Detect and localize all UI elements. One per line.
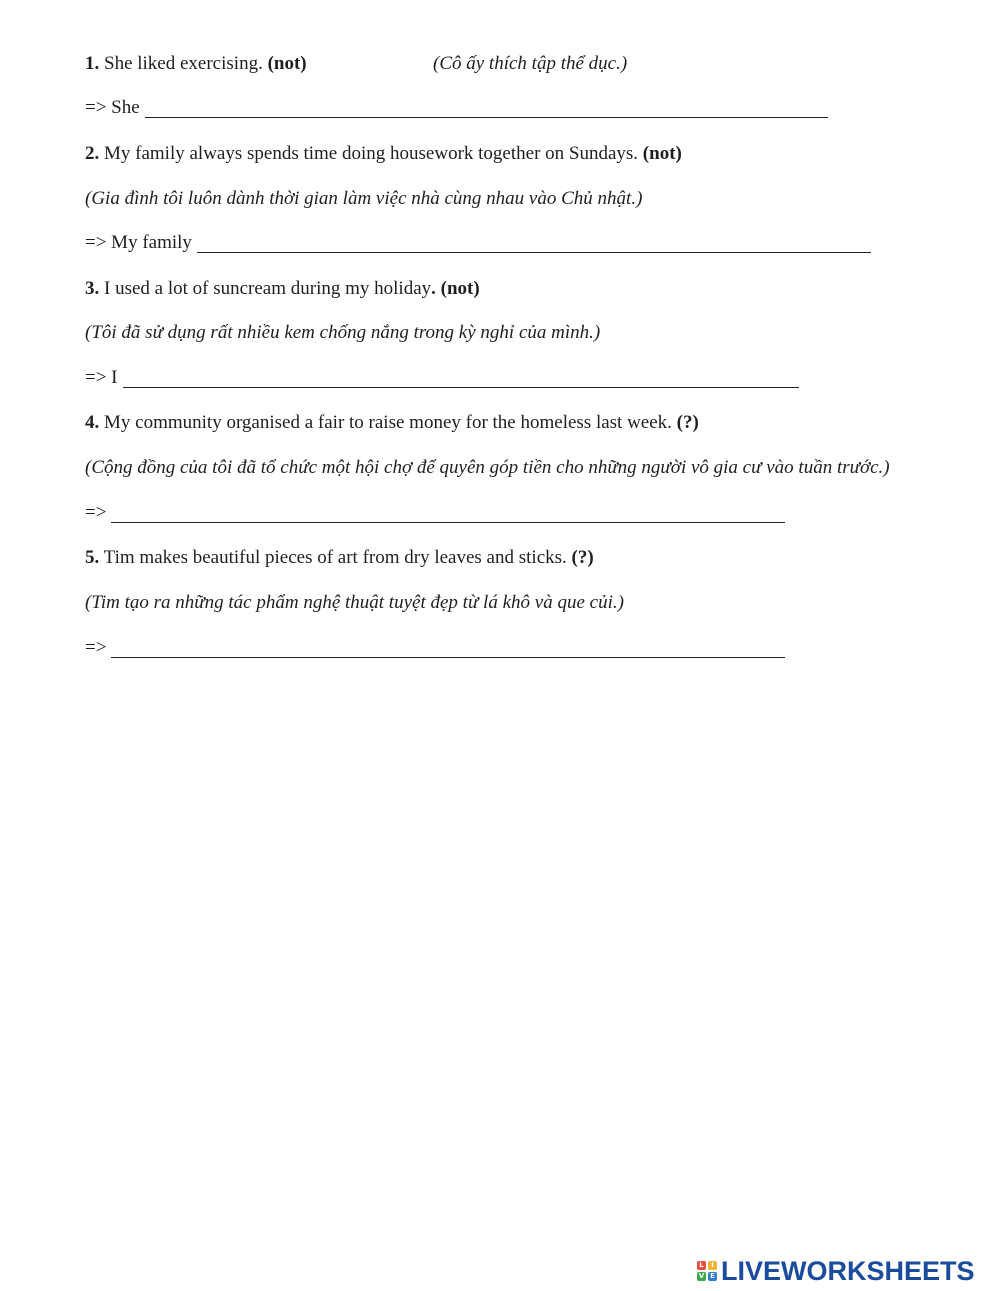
exercise-3-answer-prefix: => I (85, 367, 118, 388)
exercise-3-prompt (85, 277, 480, 301)
exercise-5-number: 5. (85, 547, 100, 568)
exercise-2-sentence: My family always spends time doing housework together on Sundays. (104, 143, 639, 164)
logo-mark-letter-v: V (698, 1272, 705, 1280)
exercise-2-tag: (not) (642, 143, 682, 164)
exercise-1-tag: (not) (267, 53, 307, 74)
exercise-3-answer-input[interactable] (123, 369, 799, 388)
exercise-3-answer-row (85, 366, 799, 390)
exercise-4-translation: (Cộng đồng của tôi đã tổ chức một hội chợ để quyên góp tiền cho những người vô gia cư vào tuần trước.) (85, 457, 890, 478)
exercise-5-translation: (Tim tạo ra những tác phẩm nghệ thuật tuyệt đẹp từ lá khô và que củi.) (85, 592, 624, 613)
exercise-5-answer-prefix: => (85, 637, 107, 658)
exercise-5-answer-row (85, 636, 785, 660)
logo-mark-letter-i: I (708, 1261, 717, 1270)
exercise-5-tag: (?) (571, 547, 594, 568)
exercise-4-answer-input[interactable] (111, 504, 785, 523)
exercise-2-answer-input[interactable] (197, 234, 871, 253)
exercise-2-translation: (Gia đình tôi luôn dành thời gian làm việc nhà cùng nhau vào Chủ nhật.) (85, 188, 643, 209)
exercise-4-prompt (85, 411, 699, 435)
exercise-4-sentence: My community organised a fair to raise money for the homeless last week. (104, 412, 672, 433)
exercise-1-answer-prefix: => She (85, 97, 140, 118)
exercise-4-answer-prefix: => (85, 502, 107, 523)
exercise-2-prompt (85, 142, 682, 166)
exercise-1-answer-row (85, 96, 828, 120)
liveworksheets-logo-icon (697, 1261, 717, 1281)
exercise-2-answer-prefix: => My family (85, 232, 192, 253)
exercise-4-answer-row (85, 501, 785, 525)
exercise-1-translation: (Cô ấy thích tập thể dục.) (433, 53, 628, 74)
exercise-1-prompt (85, 52, 307, 76)
exercise-2-answer-row (85, 231, 871, 255)
exercise-3-number: 3. (85, 278, 100, 299)
liveworksheets-logo[interactable] (697, 1256, 997, 1286)
exercise-3-sentence-end: . (431, 278, 436, 299)
exercise-5-answer-input[interactable] (111, 639, 785, 658)
exercise-2-number: 2. (85, 143, 100, 164)
exercise-1-sentence: She liked exercising. (104, 53, 263, 74)
logo-mark-letter-l: L (697, 1261, 706, 1270)
exercise-5-sentence: Tim makes beautiful pieces of art from dry leaves and sticks. (103, 547, 567, 568)
logo-mark-letter-e: E (708, 1272, 717, 1281)
exercise-5-prompt (85, 546, 594, 570)
exercise-3-translation: (Tôi đã sử dụng rất nhiều kem chống nắng trong kỳ nghỉ của mình.) (85, 322, 601, 343)
liveworksheets-logo-text: LIVEWORKSHEETS (721, 1255, 975, 1286)
exercise-4-tag: (?) (676, 412, 699, 433)
exercise-1-answer-input[interactable] (145, 99, 828, 118)
exercise-3-sentence: I used a lot of suncream during my holiday (104, 278, 432, 299)
exercise-4-number: 4. (85, 412, 100, 433)
exercise-1-number: 1. (85, 53, 100, 74)
exercise-3-tag: (not) (440, 278, 480, 299)
